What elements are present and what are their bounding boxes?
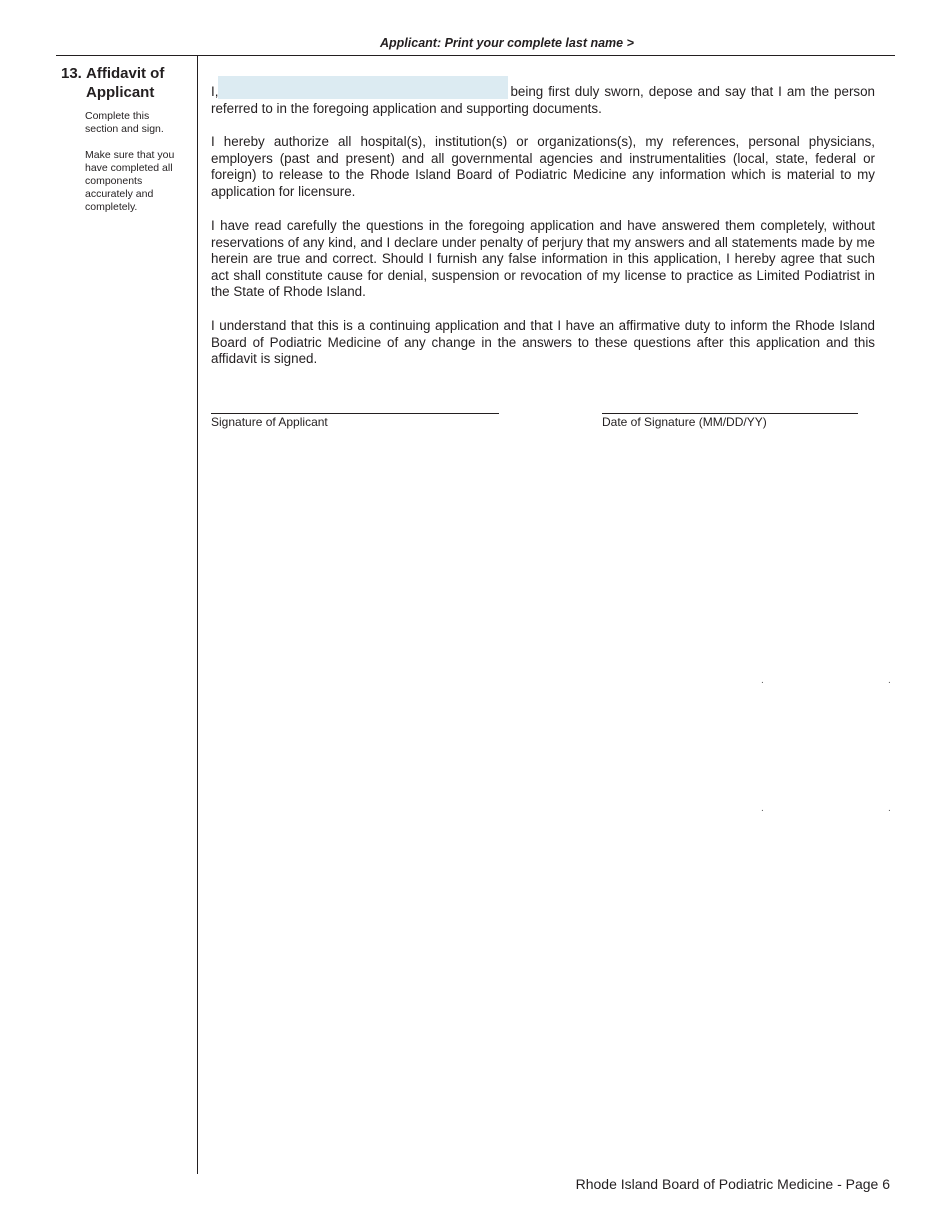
top-divider <box>56 55 895 56</box>
affidavit-paragraph-1 <box>211 84 875 117</box>
stray-dot: . <box>761 803 764 814</box>
section-title-line2: Applicant <box>86 84 155 101</box>
page-footer: Rhode Island Board of Podiatric Medicine - Page 6 <box>575 1176 890 1192</box>
affidavit-paragraph-4: I understand that this is a continuing application and that I have an affirmative duty to inform the Rhode Island Board of Podiatric Medicine of any change in the answers to these questions after this application and this affidavit is signed. <box>211 318 875 367</box>
stray-dot: . <box>888 675 891 686</box>
section-number: 13. <box>61 65 82 82</box>
affidavit-paragraph-3: I have read carefully the questions in the foregoing application and have answered them completely, without reservations of any kind, and I declare under penalty of perjury that my answers and all statements made by me herein are true and correct. Should I furnish any false information in this application, I hereby agree that such act shall constitute cause for denial, suspension or revocation of my license to practice as Limited Podiatrist in the State of Rhode Island. <box>211 218 875 300</box>
section-instruction-verify: Make sure that you have completed all components accurately and completely. <box>85 149 175 213</box>
last-name-instruction: Applicant: Print your complete last name > <box>380 36 634 50</box>
applicant-signature-line[interactable] <box>211 413 499 414</box>
stray-dot: . <box>888 803 891 814</box>
signature-date-label: Date of Signature (MM/DD/YY) <box>602 415 767 429</box>
section-title-line1: Affidavit of <box>86 65 165 82</box>
affidavit-paragraph-2: I hereby authorize all hospital(s), institution(s) or organizations(s), my references, personal physicians, employers (past and present) and all governmental agencies and instrumentalities (local, state, federal or foreign) to release to the Rhode Island Board of Podiatric Medicine any information which is material to my application for licensure. <box>211 134 875 199</box>
stray-dot: . <box>761 675 764 686</box>
column-divider <box>197 56 198 1174</box>
applicant-name-field[interactable] <box>218 76 508 99</box>
affidavit-oath-text: being first duly sworn, depose and say that I am the person referred to in the foregoing application and supporting documents. <box>211 84 875 116</box>
affidavit-lead: I, <box>211 84 219 99</box>
signature-date-line[interactable] <box>602 413 858 414</box>
applicant-signature-label: Signature of Applicant <box>211 415 328 429</box>
section-instruction-complete: Complete this section and sign. <box>85 110 164 135</box>
